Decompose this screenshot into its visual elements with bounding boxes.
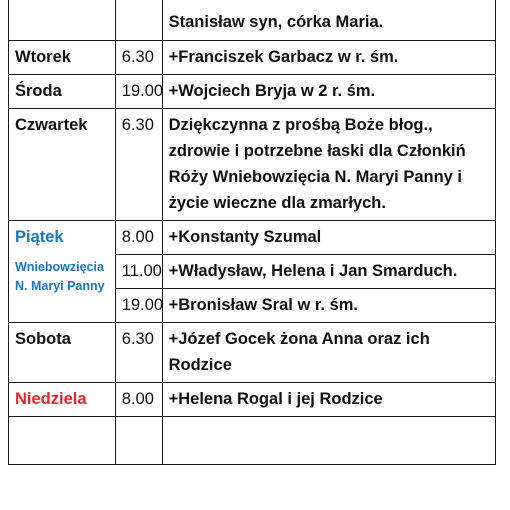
intention-cell: +Władysław, Helena i Jan Smarduch. <box>162 255 495 289</box>
table-row <box>9 75 496 109</box>
table-row <box>9 0 496 41</box>
time-cell: 8.00 <box>115 221 162 255</box>
time-cell: 6.30 <box>115 109 162 221</box>
intention-cell <box>162 417 495 465</box>
day-label: Piątek <box>15 228 64 246</box>
day-label: Sobota <box>15 330 71 348</box>
day-cell <box>9 41 116 75</box>
day-cell <box>9 383 116 417</box>
time-cell: 6.30 <box>115 41 162 75</box>
day-cell <box>9 323 116 383</box>
table-row <box>9 417 496 465</box>
intention-cell: Dziękczynna z prośbą Boże błog., zdrowie i potrzebne łaski dla Członkiń Róży Wniebowzięcia N. Maryi Panny i życie wieczne dla zmarłych. <box>162 109 495 221</box>
intention-cell: +Konstanty Szumal <box>162 221 495 255</box>
day-cell <box>9 221 116 323</box>
time-cell <box>115 417 162 465</box>
day-cell <box>9 75 116 109</box>
time-cell: 19.00 <box>115 289 162 323</box>
time-cell: 8.00 <box>115 383 162 417</box>
table-row <box>9 383 496 417</box>
time-cell: 11.00 <box>115 255 162 289</box>
intention-cell: +Józef Gocek żona Anna oraz ich Rodzice <box>162 323 495 383</box>
table-row <box>9 323 496 383</box>
intention-text: Stanisław syn, córka Maria. <box>168 13 384 31</box>
intention-cell: +Bronisław Sral w r. śm. <box>162 289 495 323</box>
intention-cell: +Wojciech Bryja w 2 r. śm. <box>162 75 495 109</box>
day-label: Czwartek <box>15 116 88 134</box>
day-label: Niedziela <box>15 390 87 408</box>
table-row <box>9 221 496 255</box>
intention-cell: +Helena Rogal i jej Rodzice <box>162 383 495 417</box>
intention-cell <box>162 0 495 41</box>
table-row <box>9 109 496 221</box>
intention-cell: +Franciszek Garbacz w r. śm. <box>162 41 495 75</box>
time-cell <box>115 0 162 41</box>
mass-schedule-table <box>8 0 496 465</box>
feast-label: Wniebowzięcia N. Maryi Panny <box>15 260 105 293</box>
day-label: Wtorek <box>15 48 71 66</box>
day-cell <box>9 0 116 41</box>
day-cell <box>9 109 116 221</box>
time-cell: 19.00 <box>115 75 162 109</box>
time-cell: 6.30 <box>115 323 162 383</box>
table-row <box>9 41 496 75</box>
day-cell <box>9 417 116 465</box>
day-label: Środa <box>15 82 62 100</box>
